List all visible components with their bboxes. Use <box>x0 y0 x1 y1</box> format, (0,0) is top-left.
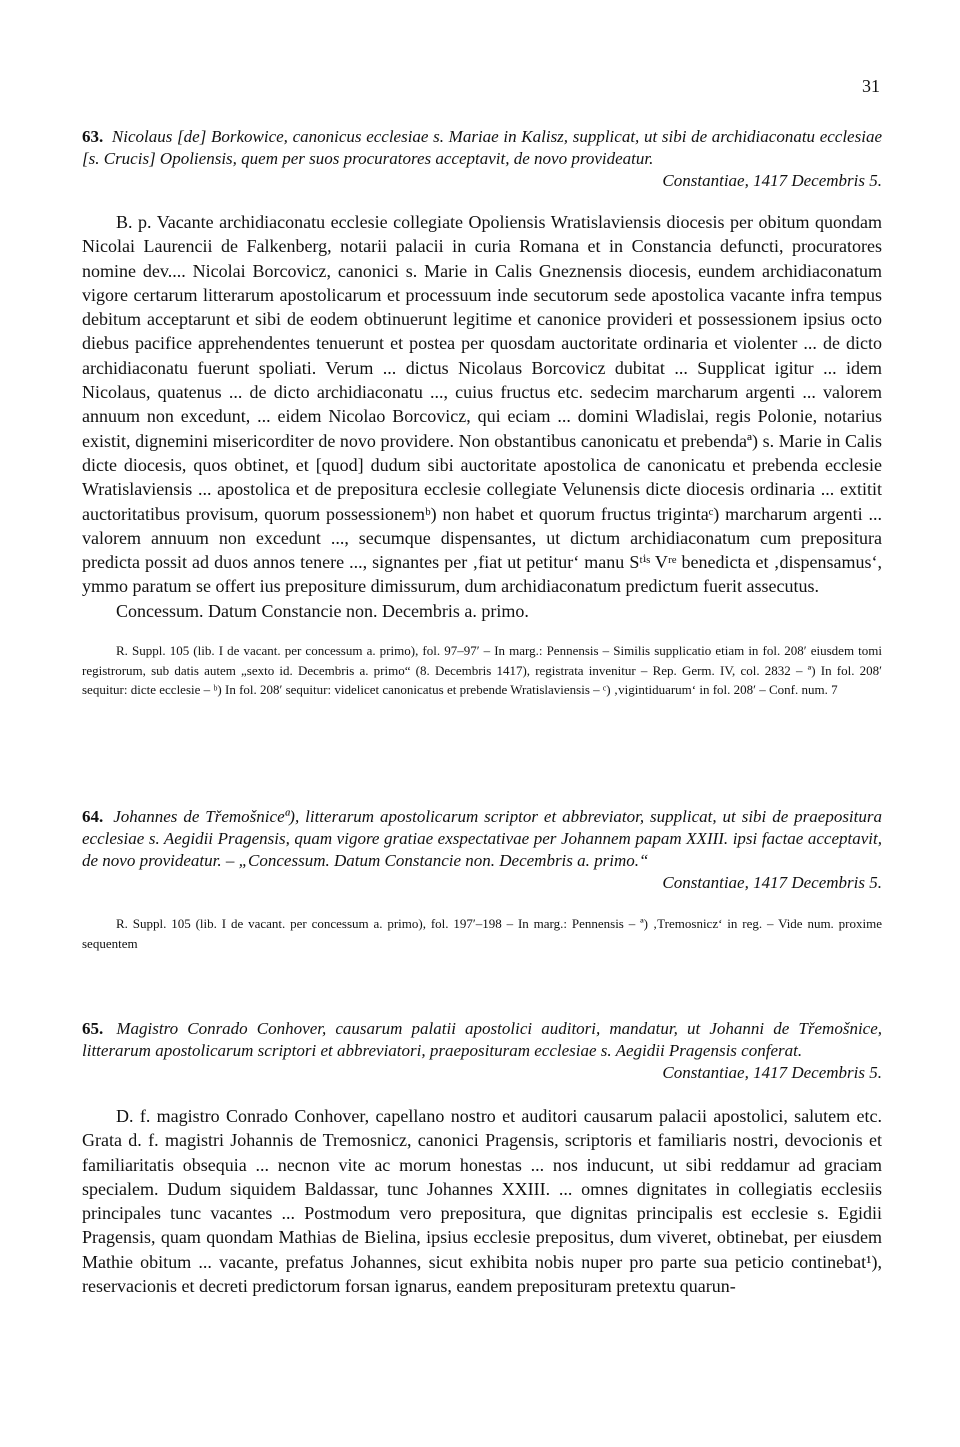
entry-dateline: Constantiae, 1417 Decembris 5. <box>662 171 882 190</box>
page-number: 31 <box>862 76 880 96</box>
entry-footnote: R. Suppl. 105 (lib. I de vacant. per concessum a. primo), fol. 97–97′ – In marg.: Pennensis – Similis supplicatio etiam in fol. 208′ eiusdem tomi registrorum, sub datis autem „sexto id. Decembris a. primo“ (8. Decembris 1417), registrata invenitur – Rep. Germ. IV, col. 2832 – ª) In fol. 208′ sequitur: dicte ecclesie – ᵇ) In fol. 208′ sequitur: videlicet canonicatus et prebende Wratislaviensis – ᶜ) ‚vigintiduarum‘ in fol. 208′ – Conf. num. 7 <box>82 642 882 698</box>
entry-number: 65. <box>82 1019 104 1038</box>
entry-summary: Johannes de Třemošniceª), litterarum apostolicarum scriptor et abbreviator, supplicat, ut sibi de praepositura ecclesiae s. Aegidii Pragensis, quam vigore gratiae exspectativae per Johannem papam XXIII. ipsi factae acceptavit, de novo provideatur. – „Concessum. Datum Constancie non. Decembris a. primo.“ <box>82 807 882 870</box>
entry-heading <box>82 126 882 170</box>
entry-footnote: R. Suppl. 105 (lib. I de vacant. per concessum a. primo), fol. 197′–198 – In marg.: Pennensis – ª) ‚Tremosnicz‘ in reg. – Vide num. proxime sequentem <box>82 916 882 951</box>
entry-dateline: Constantiae, 1417 Decembris 5. <box>662 873 882 892</box>
entry-heading <box>82 806 882 872</box>
entry-concessum: Concessum. Datum Constancie non. Decembris a. primo. <box>116 600 529 621</box>
entry-number: 64. <box>82 807 104 826</box>
entry-heading <box>82 1018 882 1062</box>
entry-65 <box>82 1018 882 1298</box>
entry-dateline: Constantiae, 1417 Decembris 5. <box>662 1063 882 1082</box>
entry-summary: Magistro Conrado Conhover, causarum palatii apostolici auditori, mandatur, ut Johanni de Třemošnice, litterarum apostolicarum scriptori et abbreviatori, praeposituram ecclesiae s. Aegidii Pragensis conferat. <box>82 1019 883 1060</box>
entry-64 <box>82 806 882 954</box>
entry-text: B. p. Vacante archidiaconatu ecclesie collegiate Opoliensis Wratislaviensis diocesis per obitum quondam Nicolai Laurencii de Falkenberg, notarii palacii in curia Romana et in Constancia defuncti, procuratores nomine dev.... Nicolai Borcovicz, canonici s. Marie in Calis Gneznensis diocesis, eundem archidiaconatum vigore certarum litterarum apostolicarum et processuum inde secutorum sede apostolica vacante infra tempus debitum acceptarunt et sibi de eodem obtinuerunt legitime et canonice provideri et possessionem ipsius octo diebus pacifice apprehendentes tenuerunt et postea per quosdam auctoritate ordinaria et violenter ... de dicto archidiaconatu fuerunt spoliati. Verum ... dictus Nicolaus Borcovicz dubitat ... Supplicat igitur ... idem Nicolaus, quatenus ... de dicto archidiaconatu ..., cuius fructus etc. sedecim marcharum argenti ... valorem annuum non excedunt, ... eidem Nicolao Borcovicz, qui eciam ... domini Wladislai, regis Polonie, notarius existit, dignemini misericorditer de novo providere. Non obstantibus canonicatu et prebendaª) s. Marie in Calis dicte diocesis, quos obtinet, et [quod] dudum sibi auctoritate apostolica de canonicatu et prebenda ecclesie Wratislaviensis ... apostolica et de prepositura ecclesie collegiate Velunensis dicte diocesis ordinaria ... extitit auctoritatibus provisum, quorum possessionemᵇ) non habet et quorum fructus trigintaᶜ) marcharum argenti ... valorem annuum non excedunt ..., secumque dispensantes, ut dictum archidiaconatum cum prepositura predicta possit ad duos annos tenere ..., signantes per ‚fiat ut petitur‘ manu Sᵗⁱˢ Vʳᵉ benedicta et ‚dispensamus‘, ymmo paratum se offert ius prepositure dimissurum, dum archidiaconatum predictum fuerit assecutus. <box>82 212 882 597</box>
entry-number: 63. <box>82 127 104 146</box>
entry-text: D. f. magistro Conrado Conhover, capellano nostro et auditori causarum palacii apostolici, salutem etc. Grata d. f. magistri Johannis de Tremosnicz, canonici Pragensis, scriptoris et familiaris nostri, devocionis et familiaritatis obsequia ... necnon vite ac morum honestas ... nos inducunt, ut sibi reddamur ad graciam specialem. Dudum siquidem Baldassar, tunc Johannes XXIII. ... omnes dignitates in collegiatis ecclesiis principales tunc vacantes ... Postmodum vero prepositura, que dignitas principalis est ecclesie s. Egidii Pragensis, quam quondam Mathias de Bielina, ipsius ecclesie prepositus, dum viveret, obtinebat, per eiusdem Mathie obitum ... vacante, prefatus Johannes, sicut exhibita nobis nuper pro parte sua peticio continebat¹), reservacionis et decreti predictorum forsan ignarus, eandem preposituram pretextu quarun- <box>82 1106 882 1297</box>
entry-63 <box>82 126 882 700</box>
entry-summary: Nicolaus [de] Borkowice, canonicus ecclesiae s. Mariae in Kalisz, supplicat, ut sibi de archidiaconatu ecclesiae [s. Crucis] Opoliensis, quem per suos procuratores acceptavit, de novo provideatur. <box>82 127 882 168</box>
